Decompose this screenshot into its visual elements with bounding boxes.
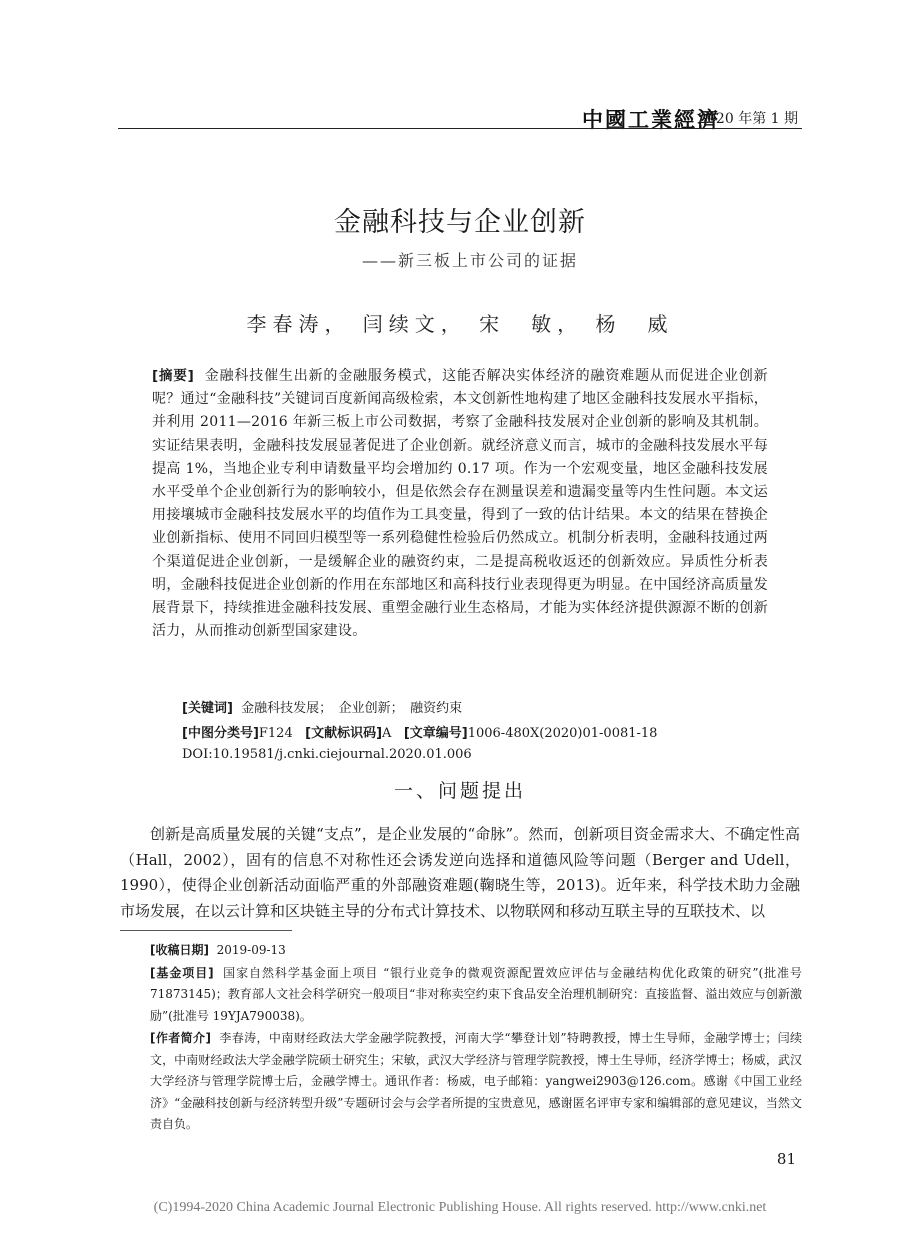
section-heading: 一、问题提出 — [393, 780, 526, 802]
classification-line — [182, 722, 657, 741]
issue-number: 2020 年第 1 期 — [698, 111, 798, 127]
copyright-footer: (C)1994-2020 China Academic Journal Electronic Publishing House. All rights reserved. http://www.cnki.net — [153, 1200, 767, 1215]
article-number-label: [文章编号] — [403, 726, 468, 741]
author-bio-label: [作者简介] — [150, 1031, 211, 1045]
abstract — [152, 365, 768, 643]
doc-code-label: [文献标识码] — [305, 726, 383, 741]
keywords — [182, 697, 462, 716]
footnotes — [150, 940, 802, 1137]
body-paragraph: 创新是高质量发展的关键“支点”，是企业发展的“命脉”。然而，创新项目资金需求大、不确定性高（Hall，2002），固有的信息不对称性还会诱发逆向选择和道德风险等问题（Berger and Udell，1990），使得企业创新活动面临严重的外部融资难题(鞠晓生等，2013)。近年来，科学技术助力金融市场发展，在以云计算和区块链主导的分布式计算技术、以物联网和移动互联主导的互联技术、以 — [120, 825, 800, 920]
article-number-value: 1006-480X(2020)01-0081-18 — [467, 726, 658, 741]
footnote-rule — [120, 930, 292, 931]
doc-code-value: A — [382, 726, 392, 741]
keywords-label: [关键词] — [182, 701, 233, 716]
footnote-fund — [150, 963, 802, 1028]
clc-value: F124 — [258, 726, 293, 741]
clc-label: [中图分类号] — [182, 726, 259, 741]
fund-text: 国家自然科学基金面上项目 “银行业竞争的微观资源配置效应评估与金融结构优化政策的研究”(批准号 71873145)；教育部人文社会科学研究一般项目“非对称卖空约束下食品安全治理机制研究：直接监督、溢出效应与创新激励”(批准号 19YJA790038)。 — [150, 965, 802, 1023]
page-number: 81 — [776, 1150, 796, 1168]
author-list: 李春涛， 闫续文， 宋 敏， 杨 威 — [246, 312, 674, 336]
paper-title: 金融科技与企业创新 — [334, 207, 586, 238]
keywords-text: 金融科技发展； 企业创新； 融资约束 — [241, 701, 463, 716]
journal-logo: 中國工業經濟 — [582, 108, 720, 132]
fund-label: [基金项目] — [150, 965, 214, 980]
doi: DOI:10.19581/j.cnki.ciejournal.2020.01.006 — [182, 747, 472, 762]
footnote-author — [150, 1028, 802, 1136]
received-label: [收稿日期] — [150, 943, 209, 957]
abstract-text: 金融科技催生出新的金融服务模式，这能否解决实体经济的融资难题从而促进企业创新呢？通过“金融科技”关键词百度新闻高级检索，本文创新性地构建了地区金融科技发展水平指标，并利用 2011—2016 年新三板上市公司数据，考察了金融科技发展对企业创新的影响及其机制。实证结果表明，金融科技发展显著促进了企业创新。就经济意义而言，城市的金融科技发展水平每提高 1%，当地企业专利申请数量平均会增加约 0.17 项。作为一个宏观变量，地区金融科技发展水平受单个企业创新行为的影响较小，但是依然会存在测量误差和遗漏变量等内生性问题。本文运用接壤城市金融科技发展水平的均值作为工具变量，得到了一致的估计结果。本文的结果在替换企业创新指标、使用不同回归模型等一系列稳健性检验后仍然成立。机制分析表明，金融科技通过两个渠道促进企业创新，一是缓解企业的融资约束，二是提高税收返还的创新效应。异质性分析表明，金融科技促进企业创新的作用在东部地区和高科技行业表现得更为明显。在中国经济高质量发展背景下，持续推进金融科技发展、重塑金融行业生态格局，才能为实体经济提供源源不断的创新活力，从而推动创新型国家建设。 — [152, 368, 768, 640]
footnote-received — [150, 940, 802, 962]
author-bio-text: 李春涛，中南财经政法大学金融学院教授，河南大学“攀登计划”特聘教授，博士生导师，金融学博士；闫续文，中南财经政法大学金融学院硕士研究生；宋敏，武汉大学经济与管理学院教授，博士生导师，经济学博士；杨威，武汉大学经济与管理学院博士后，金融学博士。通讯作者：杨威，电子邮箱：yangwei2903@126.com。感谢《中国工业经济》“金融科技创新与经济转型升级”专题研讨会与会学者所提的宝贵意见，感谢匿名评审专家和编辑部的意见建议，当然文责自负。 — [150, 1031, 802, 1131]
received-date: 2019-09-13 — [216, 943, 286, 957]
paper-subtitle: ——新三板上市公司的证据 — [361, 251, 578, 270]
abstract-label: [摘要] — [152, 368, 195, 384]
header-rule — [118, 128, 802, 129]
